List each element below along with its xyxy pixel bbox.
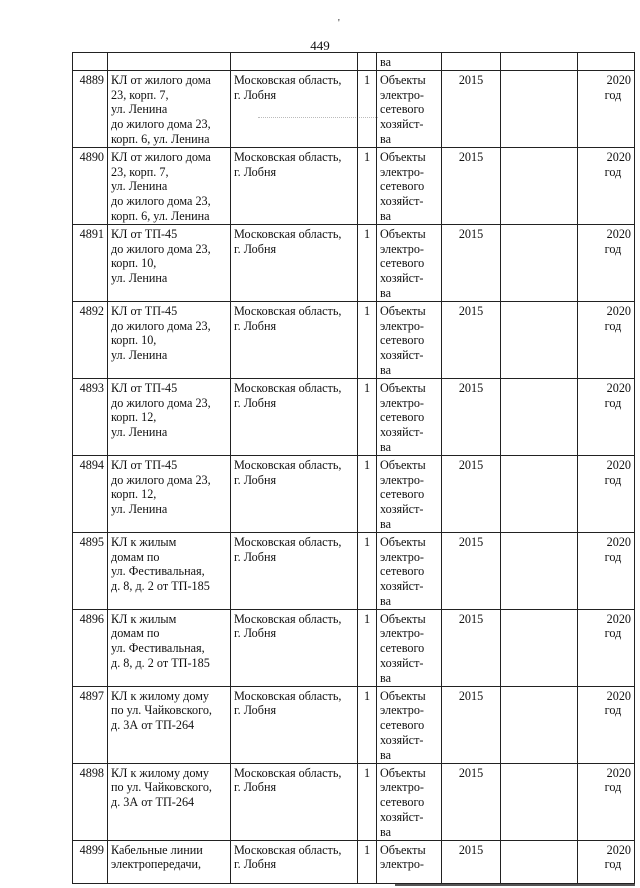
object-type: Объекты электро- сетевого хозяйст- ва (377, 70, 442, 147)
object-type: Объекты электро- сетевого хозяйст- ва (377, 378, 442, 455)
object-name: КЛ от ТП-45 до жилого дома 23, корп. 12, ул. Ленина (108, 378, 231, 455)
due-cell (578, 378, 635, 455)
due-year: 2020 (606, 380, 631, 395)
object-type: Объекты электро- сетевого хозяйст- ва (377, 686, 442, 763)
due-word: год (604, 318, 622, 333)
due-year: 2020 (606, 303, 631, 318)
due-cell (578, 532, 635, 609)
due-cell (578, 686, 635, 763)
page-number: 449 (310, 38, 330, 53)
object-address: Московская область, г. Лобня (231, 224, 358, 301)
table-row (73, 840, 635, 883)
empty-cell (501, 609, 578, 686)
object-address: Московская область, г. Лобня (231, 70, 358, 147)
due-cell (578, 455, 635, 532)
due-word: год (604, 626, 622, 641)
row-number: 4894 (73, 455, 108, 532)
commission-year: 2015 (442, 532, 501, 609)
due-word: год (604, 395, 622, 410)
object-quantity: 1 (358, 147, 377, 224)
row-number: 4895 (73, 532, 108, 609)
row-number: 4897 (73, 686, 108, 763)
table-row (73, 686, 635, 763)
due-word: год (604, 241, 622, 256)
empty-cell (501, 224, 578, 301)
row-number: 4899 (73, 840, 108, 883)
object-name: КЛ от жилого дома 23, корп. 7, ул. Ленина до жилого дома 23, корп. 6, ул. Ленина (108, 70, 231, 147)
object-quantity: 1 (358, 224, 377, 301)
table-row (73, 70, 635, 147)
empty-cell (501, 53, 578, 71)
object-quantity: 1 (358, 301, 377, 378)
due-word: год (604, 703, 622, 718)
commission-year: 2015 (442, 840, 501, 883)
empty-cell (501, 532, 578, 609)
due-cell (578, 301, 635, 378)
object-quantity: 1 (358, 840, 377, 883)
due-cell (578, 70, 635, 147)
due-word: год (604, 164, 622, 179)
object-type: Объекты электро- сетевого хозяйст- ва (377, 532, 442, 609)
commission-year (442, 53, 501, 71)
registry-rows (73, 53, 635, 884)
due-cell (578, 147, 635, 224)
table-row (73, 147, 635, 224)
object-address: Московская область, г. Лобня (231, 455, 358, 532)
object-address: Московская область, г. Лобня (231, 686, 358, 763)
commission-year: 2015 (442, 301, 501, 378)
top-mark: ' (338, 18, 340, 29)
object-type: Объекты электро- сетевого хозяйст- ва (377, 301, 442, 378)
empty-cell (501, 70, 578, 147)
object-name: КЛ к жилому дому по ул. Чайковского, д. 3А от ТП-264 (108, 763, 231, 840)
commission-year: 2015 (442, 224, 501, 301)
row-number: 4892 (73, 301, 108, 378)
empty-cell (501, 301, 578, 378)
table-row (73, 763, 635, 840)
empty-cell (501, 147, 578, 224)
object-type: Объекты электро- сетевого хозяйст- ва (377, 147, 442, 224)
commission-year: 2015 (442, 147, 501, 224)
object-name: КЛ к жилому дому по ул. Чайковского, д. 3А от ТП-264 (108, 686, 231, 763)
object-type: Объекты электро- (377, 840, 442, 883)
table-row (73, 378, 635, 455)
commission-year: 2015 (442, 686, 501, 763)
commission-year: 2015 (442, 763, 501, 840)
object-address: Московская область, г. Лобня (231, 147, 358, 224)
table-row (73, 532, 635, 609)
row-number: 4893 (73, 378, 108, 455)
object-quantity: 1 (358, 532, 377, 609)
object-address: Московская область, г. Лобня (231, 609, 358, 686)
commission-year: 2015 (442, 70, 501, 147)
row-number: 4891 (73, 224, 108, 301)
object-quantity: 1 (358, 378, 377, 455)
due-word: год (604, 87, 622, 102)
empty-cell (501, 455, 578, 532)
object-type: Объекты электро- сетевого хозяйст- ва (377, 609, 442, 686)
object-quantity: 1 (358, 609, 377, 686)
due-year: 2020 (606, 765, 631, 780)
object-address: Московская область, г. Лобня (231, 763, 358, 840)
object-name: Кабельные линии электропередачи, (108, 840, 231, 883)
table-row (73, 301, 635, 378)
due-cell (578, 224, 635, 301)
due-word: год (604, 857, 622, 872)
object-name: КЛ от ТП-45 до жилого дома 23, корп. 10, ул. Ленина (108, 224, 231, 301)
object-type: Объекты электро- сетевого хозяйст- ва (377, 763, 442, 840)
registry-table (72, 52, 635, 884)
object-name: КЛ от ТП-45 до жилого дома 23, корп. 12, ул. Ленина (108, 455, 231, 532)
object-name: КЛ от жилого дома 23, корп. 7, ул. Ленина до жилого дома 23, корп. 6, ул. Ленина (108, 147, 231, 224)
due-year: 2020 (606, 149, 631, 164)
table-row (73, 53, 635, 71)
object-address: Московская область, г. Лобня (231, 840, 358, 883)
due-year: 2020 (606, 534, 631, 549)
due-word: год (604, 549, 622, 564)
bottom-rule (395, 884, 635, 886)
table-row (73, 224, 635, 301)
object-quantity: 1 (358, 455, 377, 532)
due-cell (578, 609, 635, 686)
due-cell (578, 840, 635, 883)
due-year: 2020 (606, 688, 631, 703)
commission-year: 2015 (442, 455, 501, 532)
object-quantity: 1 (358, 70, 377, 147)
commission-year: 2015 (442, 378, 501, 455)
object-quantity (358, 53, 377, 71)
row-number: 4896 (73, 609, 108, 686)
row-number (73, 53, 108, 71)
object-name: КЛ к жилым домам по ул. Фестивальная, д. 8, д. 2 от ТП-185 (108, 532, 231, 609)
due-cell (578, 53, 635, 71)
empty-cell (501, 763, 578, 840)
object-name: КЛ к жилым домам по ул. Фестивальная, д. 8, д. 2 от ТП-185 (108, 609, 231, 686)
due-year: 2020 (606, 72, 631, 87)
table-row (73, 609, 635, 686)
row-number: 4898 (73, 763, 108, 840)
object-type: ва (377, 53, 442, 71)
due-word: год (604, 780, 622, 795)
due-year: 2020 (606, 226, 631, 241)
object-type: Объекты электро- сетевого хозяйст- ва (377, 455, 442, 532)
object-address: Московская область, г. Лобня (231, 301, 358, 378)
due-year: 2020 (606, 457, 631, 472)
object-type: Объекты электро- сетевого хозяйст- ва (377, 224, 442, 301)
empty-cell (501, 378, 578, 455)
due-cell (578, 763, 635, 840)
row-number: 4889 (73, 70, 108, 147)
object-quantity: 1 (358, 763, 377, 840)
object-address: Московская область, г. Лобня (231, 532, 358, 609)
object-address: Московская область, г. Лобня (231, 378, 358, 455)
object-name (108, 53, 231, 71)
empty-cell (501, 686, 578, 763)
commission-year: 2015 (442, 609, 501, 686)
object-address (231, 53, 358, 71)
object-name: КЛ от ТП-45 до жилого дома 23, корп. 10, ул. Ленина (108, 301, 231, 378)
empty-cell (501, 840, 578, 883)
table-row (73, 455, 635, 532)
due-word: год (604, 472, 622, 487)
object-quantity: 1 (358, 686, 377, 763)
due-year: 2020 (606, 842, 631, 857)
due-year: 2020 (606, 611, 631, 626)
row-number: 4890 (73, 147, 108, 224)
